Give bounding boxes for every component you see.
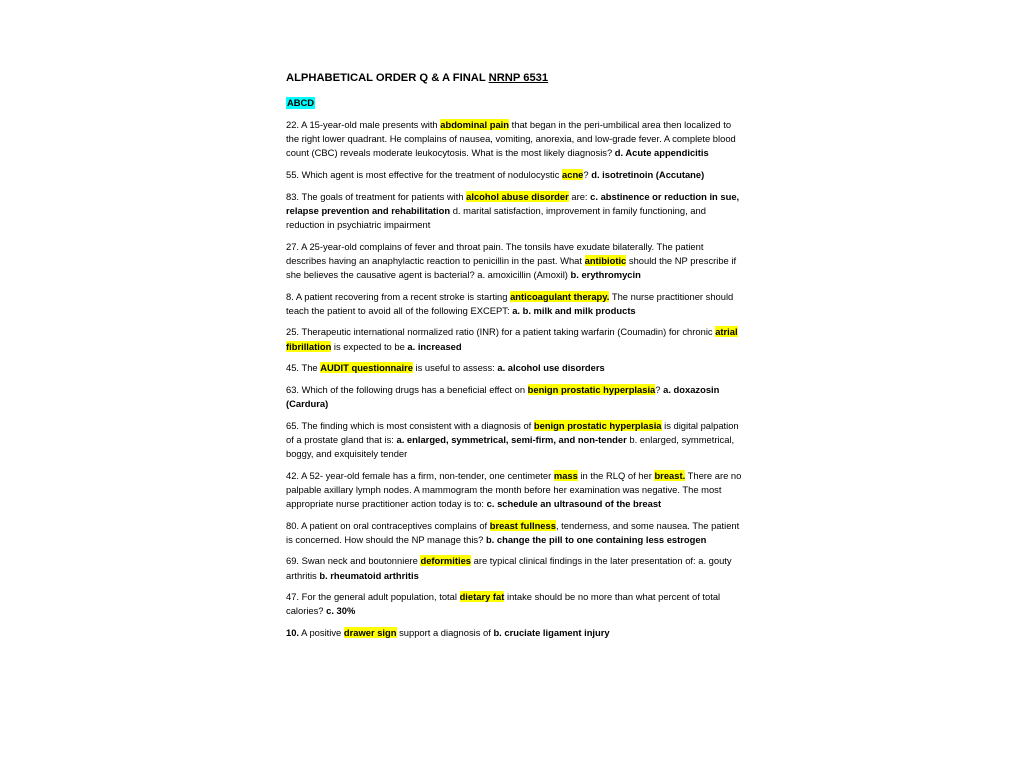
highlighted-term: acne [562,169,584,180]
highlighted-term: atrial fibrillation [286,326,738,352]
question-item [286,118,742,161]
answer-text: a. enlarged, symmetrical, semi-firm, and non-tender [396,433,627,445]
question-item [286,626,742,640]
question-text: is useful to assess: [412,362,498,374]
question-text: 27. A 25-year-old complains of fever and throat pain. The tonsils have exudate bilaterally. The patient describes having an anaphylactic reaction to penicillin in the past. What [286,240,704,266]
highlighted-term: alcohol abuse disorder [466,190,569,202]
question-item [286,290,742,318]
highlighted-term: AUDIT questionnaire [320,362,413,374]
question-text: 63. Which of the following drugs has a beneficial effect on [286,383,528,395]
question-item [286,519,742,547]
question-text: are typical clinical findings in the later presentation of: a. gouty arthritis [286,555,732,581]
question-item [286,419,742,462]
highlighted-term: dietary fat [459,591,505,603]
answer-text: d. Acute appendicitis [614,147,709,159]
question-text: , tenderness, and some nausea. The patient is concerned. How should the NP manage this? [286,519,740,545]
question-text: 22. A 15-year-old male presents with [286,119,441,130]
answer-text: a. increased [407,340,462,352]
answer-text: b. cruciate ligament injury [493,626,610,638]
highlighted-term: drawer sign [343,626,397,638]
question-text: 55. Which agent is most effective for the treatment of nodulocystic [286,169,563,180]
question-text: 8. A patient recovering from a recent stroke is starting [286,290,511,302]
question-text: ? [583,169,592,180]
question-text: that began in the peri-umbilical area then localized to the right lower quadrant. He complains of nausea, vomiting, anorexia, and low-grade fever. A complete blood count (CBC) reveals moderate leukocytosis. What is the most likely diagnosis? [286,119,736,159]
question-text: 65. The finding which is most consistent with a diagnosis of [286,419,534,431]
highlighted-term: abdominal pain [440,119,510,130]
question-text: 42. A 52- year-old female has a firm, non-tender, one centimeter [286,469,554,481]
question-text: 69. Swan neck and boutonniere [286,555,421,567]
highlighted-term: breast fullness [489,519,556,531]
question-text: ? [655,383,664,395]
answer-text: 10. [286,626,300,638]
question-text: are: [568,190,591,202]
question-text: 80. A patient on oral contraceptives complains of [286,519,490,531]
course-code: NRNP 6531 [488,72,549,84]
highlighted-term: anticoagulant therapy. [510,290,610,302]
highlighted-term: deformities [420,555,472,567]
question-text: in the RLQ of her [577,469,655,481]
question-text: d. marital satisfaction, improvement in family functioning, and reduction in psychiatric impairment [286,204,706,230]
question-item [286,168,742,182]
answer-text: a. b. milk and milk products [512,304,636,316]
question-text: A positive [299,626,344,638]
question-item [286,240,742,283]
highlighted-term: benign prostatic hyperplasia [527,383,656,395]
question-item [286,590,742,618]
question-text: intake should be no more than what percent of total calories? [286,591,721,617]
question-item [286,469,742,512]
highlighted-term: mass [553,469,578,481]
answer-text: a. doxazosin (Cardura) [286,383,720,409]
question-text: should the NP prescribe if she believes the causative agent is bacterial? a. amoxicillin (Amoxil) [286,254,737,280]
question-text: 25. Therapeutic international normalized ratio (INR) for a patient taking warfarin (Coumadin) for chronic [286,326,716,338]
question-item [286,554,742,582]
answer-text: c. schedule an ultrasound of the breast [486,497,662,509]
document-page [286,71,742,648]
question-text: is digital palpation of a prostate gland that is: [286,419,739,445]
question-item [286,325,742,353]
answer-text: c. abstinence or reduction in sue, relapse prevention and rehabilitation [286,190,740,216]
question-text: is expected to be [331,340,408,352]
highlighted-term: benign prostatic hyperplasia [533,419,662,431]
highlighted-term: antibiotic [584,254,627,266]
title-text: ALPHABETICAL ORDER Q & A FINAL [286,72,489,84]
answer-text: b. change the pill to one containing less estrogen [485,533,707,545]
question-item [286,361,742,375]
highlighted-term: breast. [654,469,686,481]
answer-text: a. alcohol use disorders [497,362,605,374]
question-text: 45. The [286,362,321,374]
page-title [286,71,742,85]
question-text: support a diagnosis of [396,626,494,638]
question-item [286,190,742,233]
answer-text: c. 30% [326,605,356,617]
question-text: The nurse practitioner should teach the patient to avoid all of the following EXCEPT: [286,290,734,316]
question-text: There are no palpable axillary lymph nodes. A mammogram the month before her examination was negative. The most appropriate nurse practitioner action today is to: [286,469,742,509]
question-item [286,383,742,411]
section-tag: ABCD [287,97,315,108]
answer-text: b. erythromycin [570,269,641,280]
question-list [286,118,742,640]
answer-text: d. isotretinoin (Accutane) [591,169,705,180]
question-text: 47. For the general adult population, total [286,591,460,603]
question-text: b. enlarged, symmetrical, boggy, and exquisitely tender [286,433,735,459]
answer-text: b. rheumatoid arthritis [319,569,419,581]
question-text: 83. The goals of treatment for patients with [286,190,467,202]
